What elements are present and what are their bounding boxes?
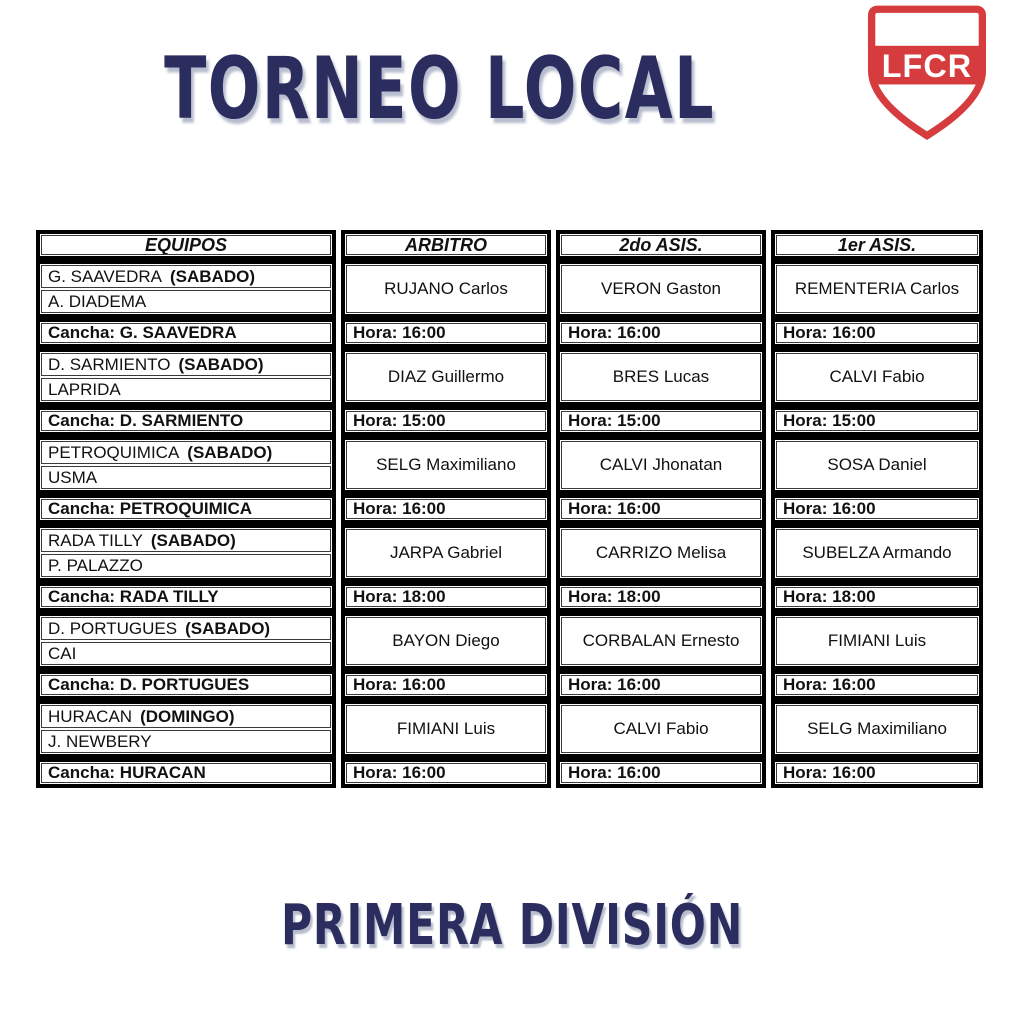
hora-cell: Hora: 15:00 (556, 406, 766, 436)
cancha-cell: Cancha: PETROQUIMICA (36, 494, 336, 524)
header-cell-equipos: EQUIPOS (36, 230, 336, 260)
home-team-name: D. PORTUGUES (48, 618, 178, 638)
match-day: (SABADO) (150, 530, 236, 550)
hora-cell: Hora: 16:00 (771, 758, 983, 788)
match-row (36, 348, 988, 406)
asis1-cell: SELG Maximiliano (771, 700, 983, 758)
home-team-name: PETROQUIMICA (48, 442, 180, 462)
hora-cell: Hora: 16:00 (771, 494, 983, 524)
match-row (36, 436, 988, 494)
cancha-cell: Cancha: D. SARMIENTO (36, 406, 336, 436)
referee-cell: SELG Maximiliano (341, 436, 551, 494)
away-team-line (41, 378, 331, 401)
page-title (0, 39, 880, 139)
hora-cell: Hora: 16:00 (556, 670, 766, 700)
hora-cell: Hora: 16:00 (341, 758, 551, 788)
hora-cell: Hora: 18:00 (556, 582, 766, 612)
asis2-cell: BRES Lucas (556, 348, 766, 406)
referee-cell: DIAZ Guillermo (341, 348, 551, 406)
away-team-name: CAI (48, 643, 77, 663)
match-day: (SABADO) (178, 354, 264, 374)
away-team-name: P. PALAZZO (48, 555, 143, 575)
hora-cell: Hora: 16:00 (556, 758, 766, 788)
match-row (36, 700, 988, 758)
lfcr-shield-logo (864, 4, 990, 144)
match-row (36, 260, 988, 318)
venue-row (36, 494, 988, 524)
asis2-cell: CALVI Jhonatan (556, 436, 766, 494)
match-row (36, 612, 988, 670)
schedule-table (36, 230, 988, 788)
match-row (36, 524, 988, 582)
logo-text: LFCR (881, 48, 973, 85)
away-team-line (41, 642, 331, 665)
referee-cell: JARPA Gabriel (341, 524, 551, 582)
away-team-name: LAPRIDA (48, 379, 121, 399)
referee-cell: BAYON Diego (341, 612, 551, 670)
cancha-cell: Cancha: HURACAN (36, 758, 336, 788)
venue-row (36, 582, 988, 612)
venue-row (36, 318, 988, 348)
hora-cell: Hora: 16:00 (341, 318, 551, 348)
hora-cell: Hora: 15:00 (341, 406, 551, 436)
referee-cell: RUJANO Carlos (341, 260, 551, 318)
asis1-cell: FIMIANI Luis (771, 612, 983, 670)
asis1-cell: CALVI Fabio (771, 348, 983, 406)
referee-cell: FIMIANI Luis (341, 700, 551, 758)
away-team-line (41, 466, 331, 489)
table-header-row (36, 230, 988, 260)
home-team-name: RADA TILLY (48, 530, 143, 550)
match-day: (SABADO) (170, 266, 255, 286)
hora-cell: Hora: 16:00 (771, 318, 983, 348)
home-team-line (41, 265, 331, 288)
match-day: (SABADO) (185, 618, 271, 638)
hora-cell: Hora: 16:00 (341, 494, 551, 524)
hora-cell: Hora: 16:00 (341, 670, 551, 700)
venue-row (36, 406, 988, 436)
home-team-line (41, 441, 331, 464)
asis2-cell: CALVI Fabio (556, 700, 766, 758)
away-team-name: USMA (48, 467, 98, 487)
home-team-name: G. SAAVEDRA (48, 266, 162, 286)
hora-cell: Hora: 18:00 (341, 582, 551, 612)
match-day: (SABADO) (187, 442, 273, 462)
away-team-line (41, 290, 331, 313)
teams-cell (36, 612, 336, 670)
away-team-name: J. NEWBERY (48, 731, 152, 751)
shield-icon (864, 4, 990, 144)
division-title-text: PRIMERA DIVISIÓN (280, 893, 744, 958)
home-team-line (41, 617, 331, 640)
home-team-line (41, 705, 331, 728)
venue-row (36, 670, 988, 700)
asis1-cell: REMENTERIA Carlos (771, 260, 983, 318)
hora-cell: Hora: 15:00 (771, 406, 983, 436)
teams-cell (36, 436, 336, 494)
hora-cell: Hora: 16:00 (556, 494, 766, 524)
asis1-cell: SOSA Daniel (771, 436, 983, 494)
hora-cell: Hora: 18:00 (771, 582, 983, 612)
home-team-line (41, 353, 331, 376)
cancha-cell: Cancha: RADA TILLY (36, 582, 336, 612)
cancha-cell: Cancha: G. SAAVEDRA (36, 318, 336, 348)
page-title-text: TORNEO LOCAL (164, 39, 716, 139)
teams-cell (36, 348, 336, 406)
asis1-cell: SUBELZA Armando (771, 524, 983, 582)
teams-cell (36, 260, 336, 318)
away-team-line (41, 730, 331, 753)
hora-cell: Hora: 16:00 (556, 318, 766, 348)
header-cell-arbitro: ARBITRO (341, 230, 551, 260)
away-team-line (41, 554, 331, 577)
header-cell-2do-asis: 2do ASIS. (556, 230, 766, 260)
venue-row (36, 758, 988, 788)
teams-cell (36, 700, 336, 758)
hora-cell: Hora: 16:00 (771, 670, 983, 700)
away-team-name: A. DIADEMA (48, 291, 147, 311)
home-team-line (41, 529, 331, 552)
asis2-cell: VERON Gaston (556, 260, 766, 318)
home-team-name: HURACAN (48, 706, 133, 726)
division-title (0, 893, 1024, 958)
match-day: (DOMINGO) (140, 706, 235, 726)
home-team-name: D. SARMIENTO (48, 354, 171, 374)
teams-cell (36, 524, 336, 582)
asis2-cell: CARRIZO Melisa (556, 524, 766, 582)
cancha-cell: Cancha: D. PORTUGUES (36, 670, 336, 700)
header-cell-1er-asis: 1er ASIS. (771, 230, 983, 260)
asis2-cell: CORBALAN Ernesto (556, 612, 766, 670)
